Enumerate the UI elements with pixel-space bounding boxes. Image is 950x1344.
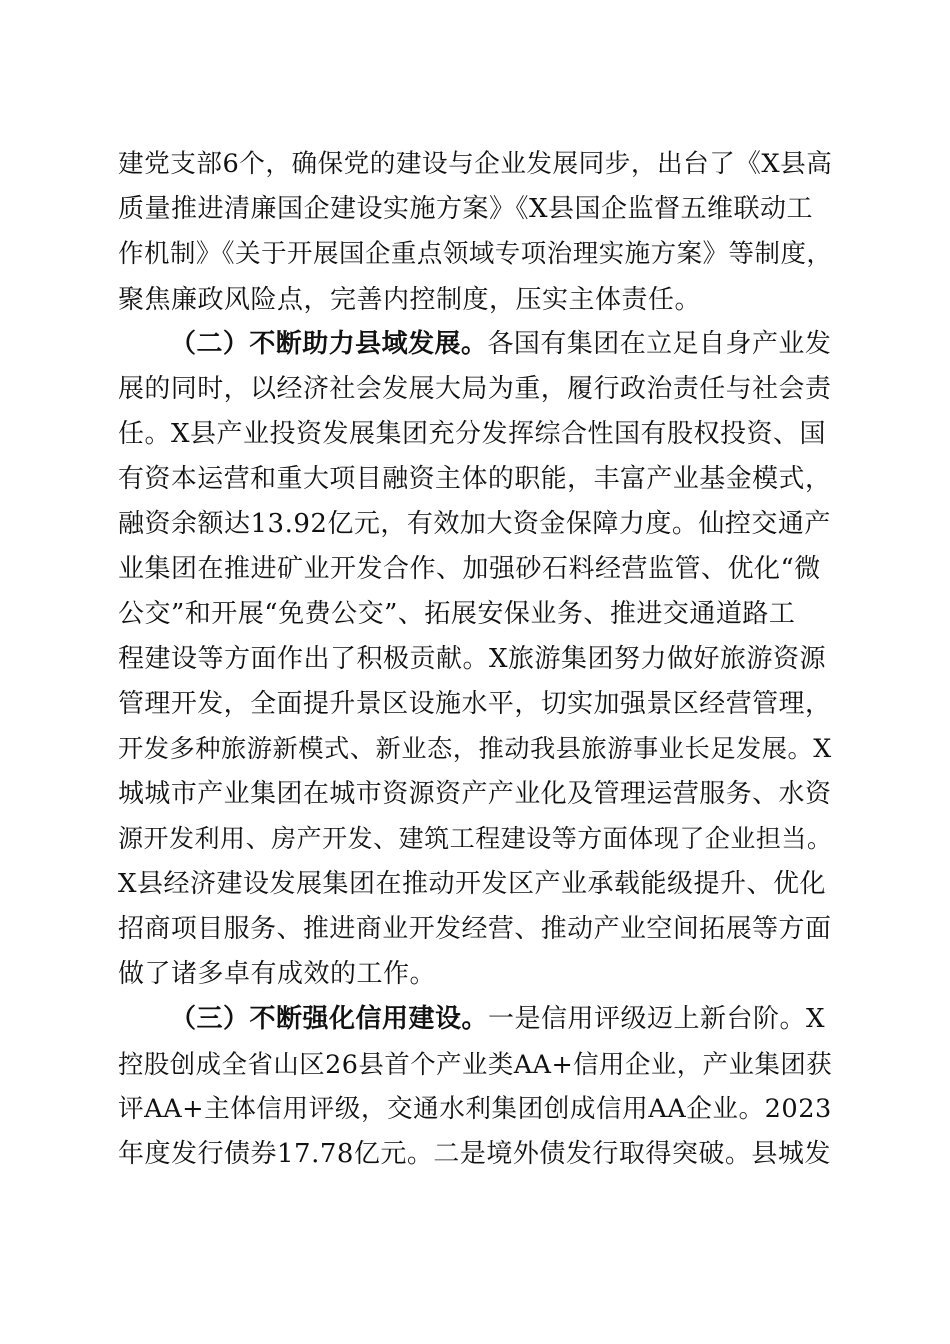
paragraph-line: 有资本运营和重大项目融资主体的职能，丰富产业基金模式， (118, 464, 832, 494)
paragraph-line: 聚焦廉政风险点，完善内控制度，压实主体责任。 (118, 285, 702, 315)
paragraph-line: 开发多种旅游新模式、新业态，推动我县旅游事业长足发展。X (118, 734, 832, 763)
paragraph-line: 年度发行债券17.78亿元。二是境外债发行取得突破。县城发 (118, 1139, 831, 1169)
section-2-first-line-text: 各国有集团在立足自身产业发 (487, 329, 832, 359)
paragraph-line: 控股创成全省山区26县首个产业类AA+信用企业，产业集团获 (118, 1049, 833, 1079)
section-3-first-line (170, 999, 825, 1039)
paragraph-line: 质量推进清廉国企建设实施方案》《X县国企监督五维联动工 (118, 194, 814, 224)
paragraph-line: 城城市产业集团在城市资源资产产业化及管理运营服务、水资 (118, 779, 832, 809)
paragraph-line: 作机制》《关于开展国企重点领域专项治理实施方案》等制度， (118, 239, 833, 269)
paragraph-line: 融资余额达13.92亿元，有效加大资金保障力度。仙控交通产 (118, 509, 831, 539)
section-2-heading: （二）不断助力县域发展。 (170, 329, 488, 359)
section-3-first-line-text: 一是信用评级迈上新台阶。X (488, 1004, 826, 1034)
paragraph-line: 任。X县产业投资发展集团充分发挥综合性国有股权投资、国 (118, 419, 827, 449)
section-2-first-line (170, 324, 831, 364)
paragraph-line: 展的同时，以经济社会发展大局为重，履行政治责任与社会责 (118, 374, 832, 404)
paragraph-line: 业集团在推进矿业开发合作、加强砂石料经营监管、优化“微 (118, 554, 821, 584)
paragraph-line: 源开发利用、房产开发、建筑工程建设等方面体现了企业担当。 (118, 824, 833, 853)
paragraph-line: 建党支部6个，确保党的建设与企业发展同步，出台了《X县高 (118, 149, 833, 179)
paragraph-line: 公交”和开展“免费公交”、拓展安保业务、推进交通道路工 (118, 599, 796, 629)
section-3-heading: （三）不断强化信用建设。 (170, 1004, 489, 1034)
paragraph-line: 做了诸多卓有成效的工作。 (118, 959, 437, 989)
paragraph-line: 评AA+主体信用评级，交通水利集团创成信用AA企业。2023 (118, 1094, 832, 1124)
paragraph-line: 管理开发，全面提升景区设施水平，切实加强景区经营管理， (118, 689, 832, 719)
paragraph-line: 程建设等方面作出了积极贡献。X旅游集团努力做好旅游资源 (118, 644, 827, 674)
paragraph-line: 招商项目服务、推进商业开发经营、推动产业空间拓展等方面 (118, 914, 832, 944)
paragraph-line: X县经济建设发展集团在推动开发区产业承载能级提升、优化 (118, 869, 827, 899)
